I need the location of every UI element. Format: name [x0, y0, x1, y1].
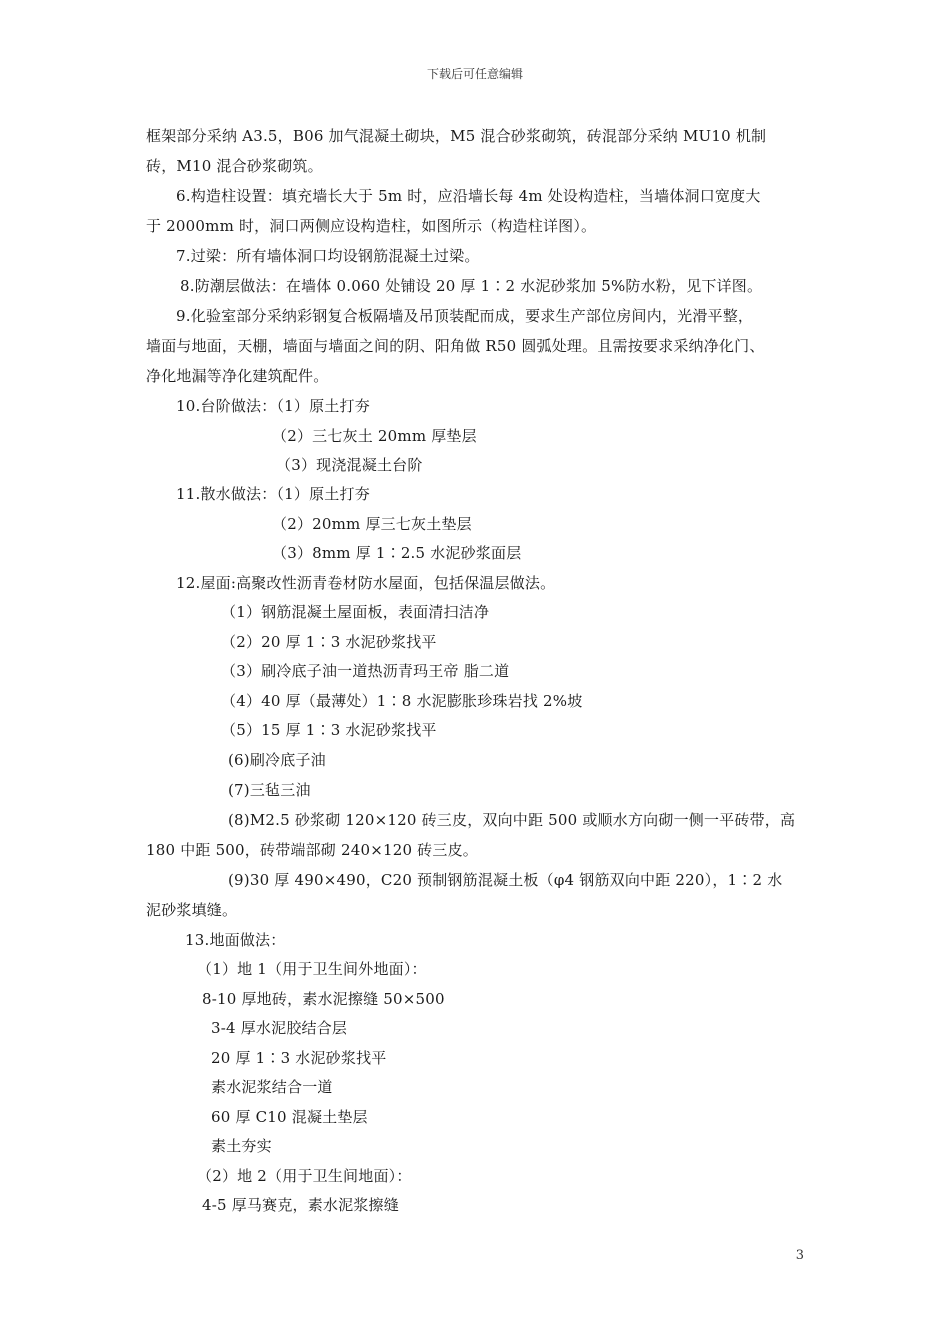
text-line: （5）15 厚 1∶3 水泥砂浆找平: [221, 721, 437, 739]
text-line: 3-4 厚水泥胶结合层: [211, 1019, 348, 1037]
text-line: 4-5 厚马赛克，素水泥浆擦缝: [202, 1196, 399, 1214]
text-line: （2）三七灰土 20mm 厚垫层: [272, 427, 477, 445]
text-line: 8-10 厚地砖，素水泥擦缝 50×500: [202, 990, 445, 1008]
text-line: 素水泥浆结合一道: [211, 1078, 333, 1096]
text-line: （1）钢筋混凝土屋面板，表面清扫洁净: [221, 603, 490, 621]
text-line: 12.屋面:高聚改性沥青卷材防水屋面，包括保温层做法。: [176, 574, 556, 592]
text-line: （2）地 2（用于卫生间地面）：: [197, 1167, 412, 1185]
text-line: 素土夯实: [211, 1137, 272, 1155]
text-line: （3）现浇混凝土台阶: [276, 456, 423, 474]
text-line: （3）刷冷底子油一道热沥青玛王帝 脂二道: [221, 662, 510, 680]
text-line: (7)三毡三油: [228, 781, 311, 799]
text-line: 墙面与地面，天棚，墙面与墙面之间的阴、阳角做 R50 圆弧处理。且需按要求采纳净化门、: [146, 337, 765, 355]
text-line: 10.台阶做法：（1）原土打夯: [176, 397, 370, 415]
text-line: （3）8mm 厚 1∶2.5 水泥砂浆面层: [272, 544, 522, 562]
page-number: 3: [795, 1248, 804, 1263]
text-line: 11.散水做法：（1）原土打夯: [176, 485, 370, 503]
text-line: 60 厚 C10 混凝土垫层: [211, 1108, 368, 1126]
page-header: 下载后可任意编辑: [426, 67, 523, 81]
text-line: （2）20 厚 1∶3 水泥砂浆找平: [221, 633, 437, 651]
text-line: 净化地漏等净化建筑配件。: [146, 367, 329, 385]
text-line: 20 厚 1∶3 水泥砂浆找平: [211, 1049, 387, 1067]
text-line: (6)刷冷底子油: [228, 751, 326, 769]
text-line: （1）地 1（用于卫生间外地面）：: [197, 960, 427, 978]
text-line: 6.构造柱设置：填充墙长大于 5m 时，应沿墙长每 4m 处设构造柱，当墙体洞口宽度大: [176, 187, 761, 205]
text-line: 框架部分采纳 A3.5，B06 加气混凝土砌块，M5 混合砂浆砌筑，砖混部分采纳 MU10 机制: [146, 127, 767, 145]
text-line: （4）40 厚（最薄处）1∶8 水泥膨胀珍珠岩找 2%坡: [221, 692, 583, 710]
text-line: 泥砂浆填缝。: [146, 901, 238, 919]
text-line: （2）20mm 厚三七灰土垫层: [272, 515, 472, 533]
text-line: 砖，M10 混合砂浆砌筑。: [146, 157, 323, 175]
text-line: 于 2000mm 时，洞口两侧应设构造柱，如图所示（构造柱详图）。: [146, 217, 597, 235]
text-line: 9.化验室部分采纳彩钢复合板隔墙及吊顶装配而成，要求生产部位房间内，光滑平整，: [176, 307, 754, 325]
text-line: 180 中距 500，砖带端部砌 240×120 砖三皮。: [146, 841, 478, 859]
text-line: (8)M2.5 砂浆砌 120×120 砖三皮，双向中距 500 或顺水方向砌一侧一平砖带，高: [228, 811, 796, 829]
text-line: (9)30 厚 490×490，C20 预制钢筋混凝土板（φ4 钢筋双向中距 220），1∶2 水: [228, 871, 783, 889]
text-line: 7.过梁：所有墙体洞口均设钢筋混凝土过梁。: [176, 247, 480, 265]
text-line: 8.防潮层做法：在墙体 0.060 处铺设 20 厚 1∶2 水泥砂浆加 5%防水粉，见下详图。: [180, 277, 763, 295]
text-line: 13.地面做法：: [185, 931, 286, 949]
